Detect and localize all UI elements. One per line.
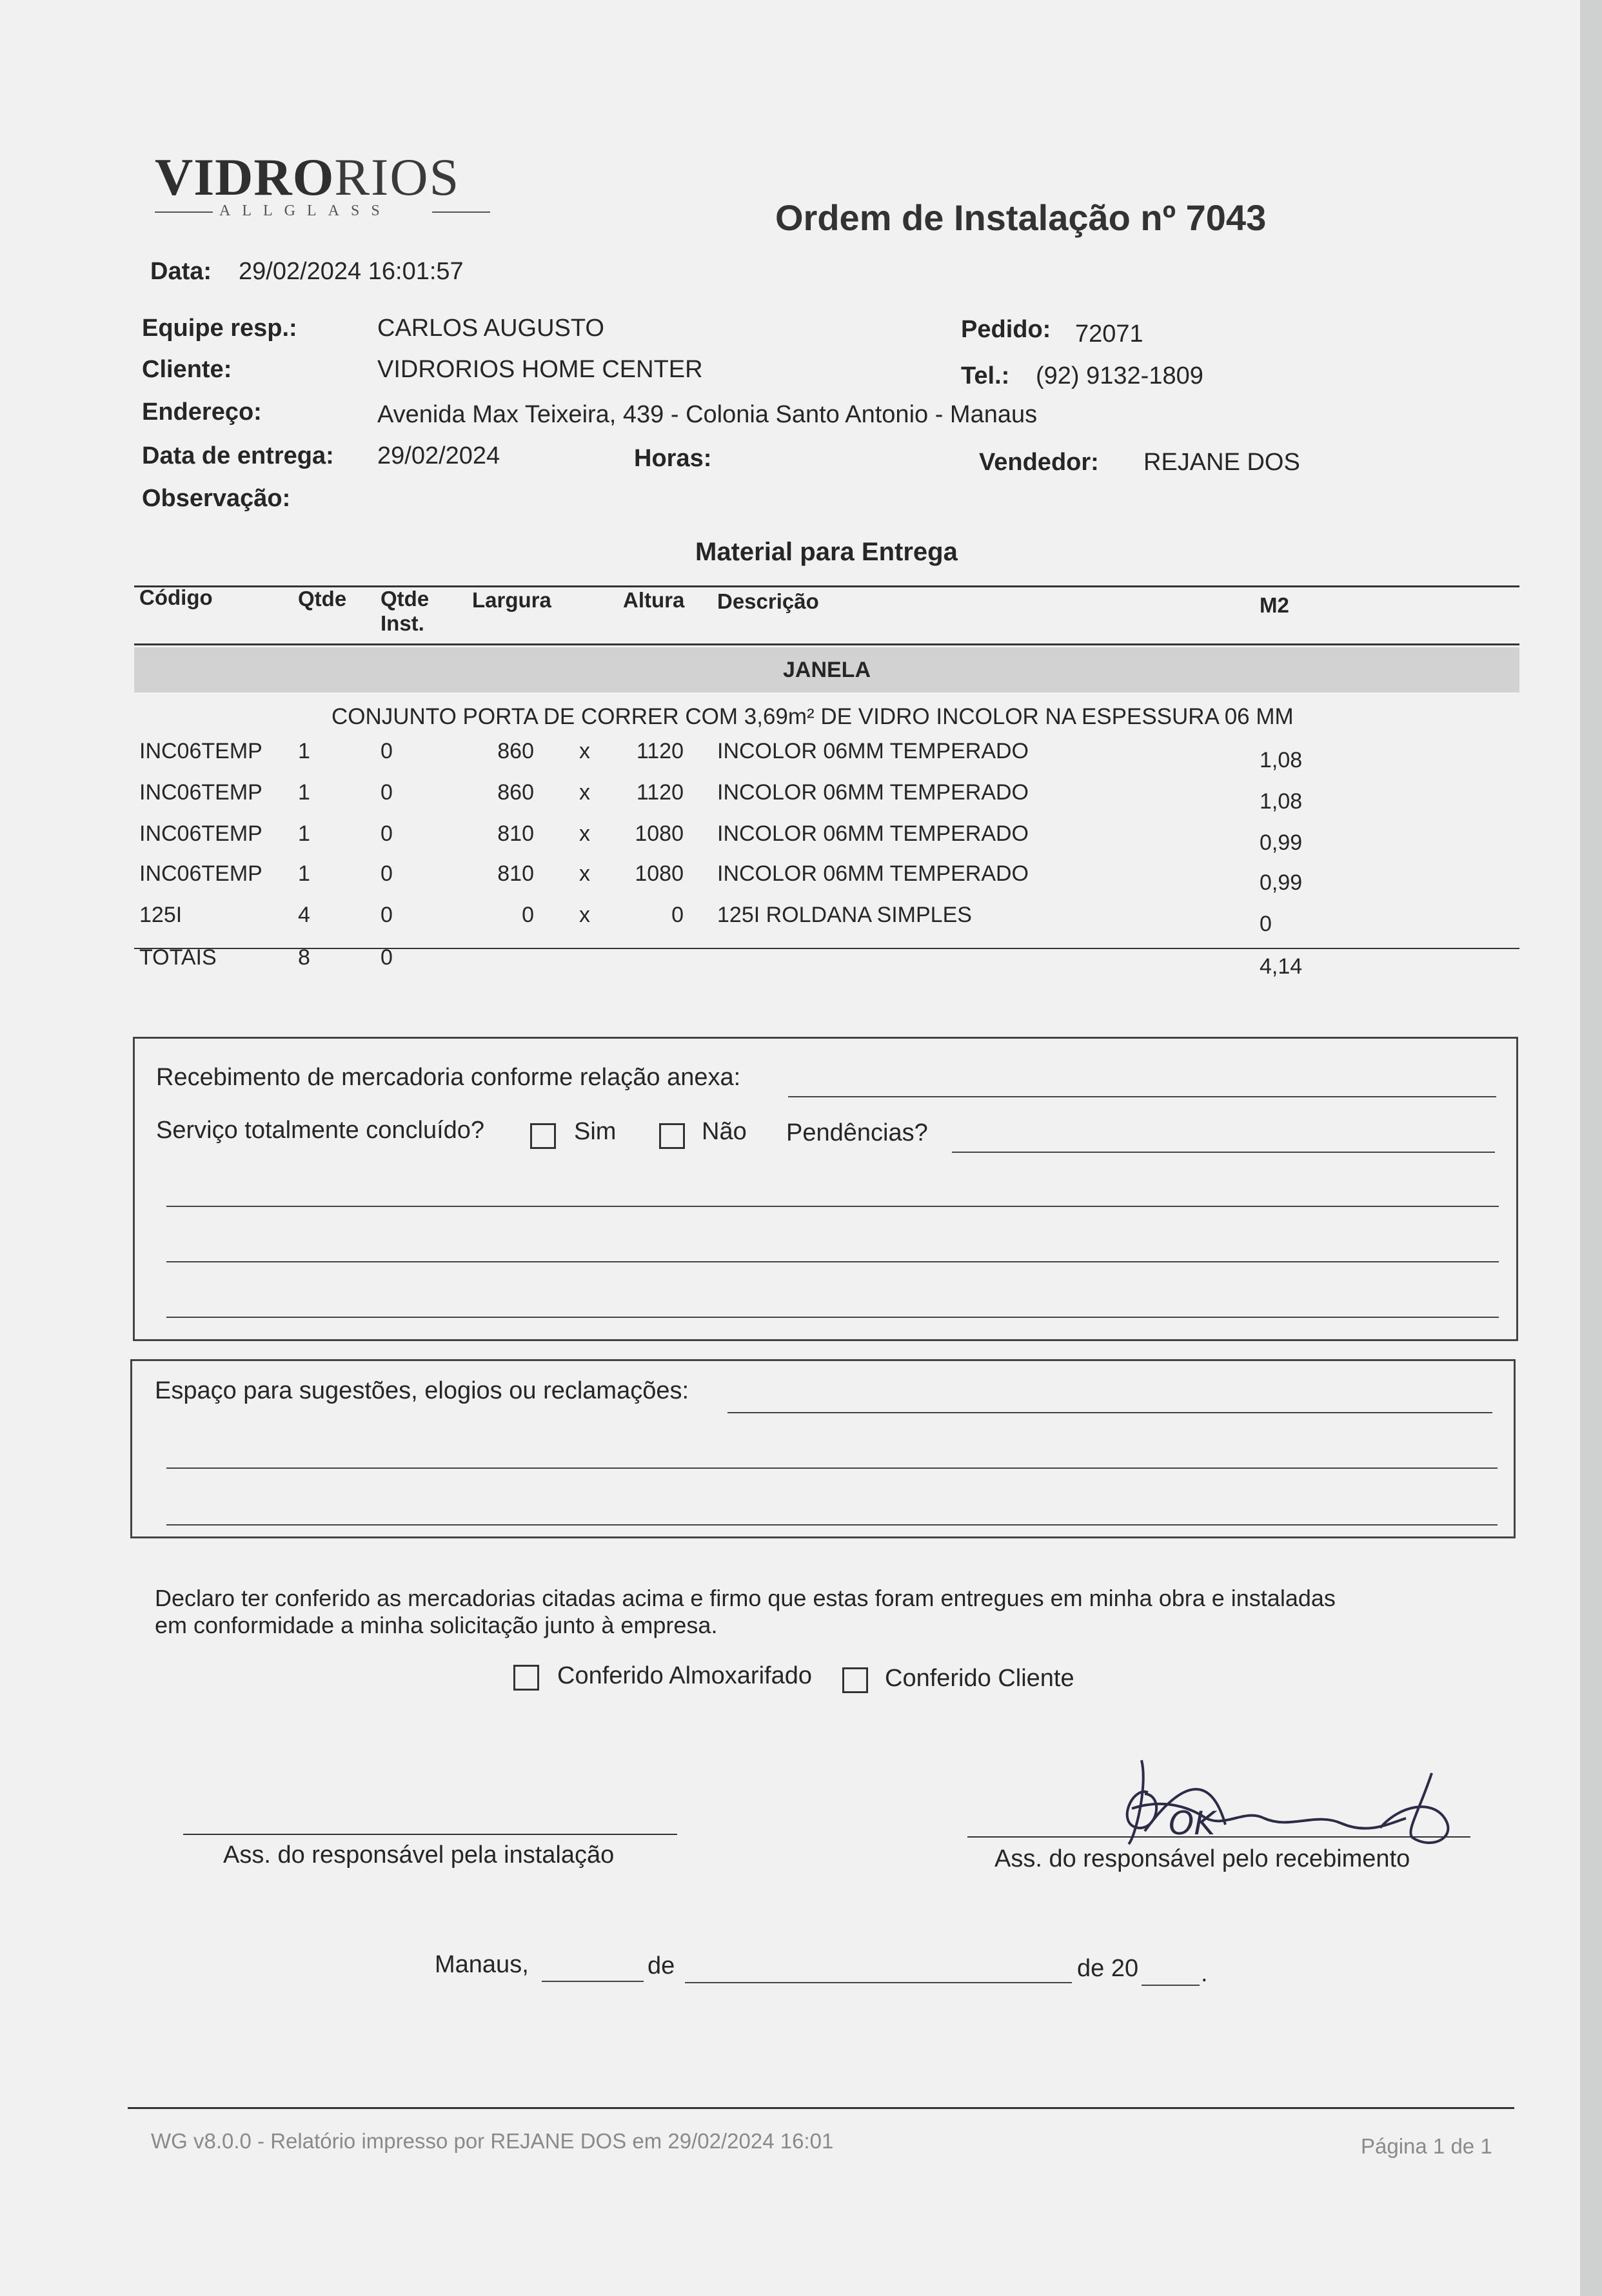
row-3-height: 1080 (635, 821, 684, 846)
hours-label: Horas: (634, 445, 712, 472)
notes-label: Observação: (142, 485, 291, 512)
handwritten-signature (1019, 1747, 1483, 1867)
row-4-qty: 1 (298, 861, 310, 886)
date-value: 29/02/2024 16:01:57 (239, 258, 464, 285)
row-4-x: x (579, 861, 590, 886)
row-5-m2: 0 (1260, 912, 1272, 936)
team-label: Equipe resp.: (142, 315, 297, 342)
row-2-code: INC06TEMP (139, 780, 262, 805)
col-description: Descrição (717, 589, 819, 613)
receipt-line-1 (166, 1206, 1499, 1207)
row-4-code: INC06TEMP (139, 861, 262, 886)
group-band (134, 647, 1519, 692)
signature-handwritten-text: OK (1169, 1805, 1216, 1842)
col-inst-line1: Qtde (381, 587, 430, 611)
row-4-width: 810 (497, 861, 534, 886)
row-3-desc: INCOLOR 06MM TEMPERADO (717, 821, 1029, 846)
row-3-qty: 1 (298, 821, 310, 846)
group-title: JANELA (782, 658, 871, 682)
client-label: Cliente: (142, 356, 232, 383)
row-2-width: 860 (497, 780, 534, 805)
order-number: 72071 (1075, 320, 1143, 348)
row-4-inst: 0 (381, 861, 393, 886)
row-5-code: 125I (139, 903, 183, 927)
seller-value: REJANE DOS (1143, 449, 1300, 476)
signature-graphic (1019, 1747, 1483, 1863)
row-2-desc: INCOLOR 06MM TEMPERADO (717, 780, 1029, 805)
receipt-received-label: Recebimento de mercadoria conforme relação anexa: (156, 1064, 741, 1091)
installer-signature-line (183, 1834, 677, 1835)
row-1-width: 860 (497, 739, 534, 763)
client-check-label: Conferido Cliente (885, 1665, 1074, 1692)
row-3-x: x (579, 821, 590, 846)
place-month-line (685, 1982, 1072, 1983)
row-1-qty: 1 (298, 739, 310, 763)
row-5-desc: 125I ROLDANA SIMPLES (717, 903, 972, 927)
row-2-qty: 1 (298, 780, 310, 805)
row-3-width: 810 (497, 821, 534, 846)
row-5-width: 0 (522, 903, 534, 927)
row-3-inst: 0 (381, 821, 393, 846)
row-4-height: 1080 (635, 861, 684, 886)
row-4-m2: 0,99 (1260, 870, 1303, 895)
yes-label: Sim (574, 1118, 617, 1145)
col-inst-line2: Inst. (381, 611, 424, 635)
logo-sub-text: ALLGLASS (219, 202, 391, 219)
declaration-line-1: Declaro ter conferido as mercadorias citadas acima e firmo que estas foram entregues em minha obra e instaladas (155, 1585, 1336, 1611)
client-check-checkbox[interactable] (842, 1667, 868, 1693)
order-label: Pedido: (961, 316, 1051, 343)
footer-printed-by: WG v8.0.0 - Relatório impresso por REJANE DOS em 29/02/2024 16:01 (151, 2129, 834, 2153)
receipt-line-2 (166, 1261, 1499, 1262)
row-3-code: INC06TEMP (139, 821, 262, 846)
footer-rule (128, 2107, 1514, 2109)
received-line (788, 1096, 1496, 1097)
totals-m2: 4,14 (1260, 954, 1303, 979)
pending-label: Pendências? (786, 1119, 928, 1146)
order-title: Ordem de Instalação nº 7043 (775, 197, 1267, 238)
feedback-line-2 (166, 1467, 1498, 1469)
col-inst (381, 587, 429, 636)
material-title: Material para Entrega (695, 538, 958, 566)
place-de-2: de 20 (1077, 1955, 1139, 1982)
place-city: Manaus, (435, 1951, 529, 1978)
warehouse-check-label: Conferido Almoxarifado (557, 1662, 812, 1689)
row-1-height: 1120 (636, 739, 684, 763)
feedback-line-1 (727, 1412, 1492, 1413)
row-5-x: x (579, 903, 590, 927)
col-height: Altura (623, 588, 685, 612)
phone-label: Tel.: (961, 362, 1010, 389)
place-period: . (1201, 1960, 1208, 1987)
address-label: Endereço: (142, 398, 262, 426)
address-value: Avenida Max Teixeira, 439 - Colonia Santo Antonio - Manaus (377, 401, 1038, 428)
col-qty: Qtde (298, 587, 347, 611)
delivery-value: 29/02/2024 (377, 442, 500, 469)
row-1-desc: INCOLOR 06MM TEMPERADO (717, 739, 1029, 763)
no-label: Não (702, 1118, 747, 1145)
feedback-label: Espaço para sugestões, elogios ou reclamações: (155, 1377, 689, 1404)
row-2-x: x (579, 780, 590, 805)
no-checkbox[interactable] (659, 1123, 685, 1149)
place-de-1: de (648, 1952, 675, 1979)
col-m2: M2 (1260, 593, 1289, 617)
col-width: Largura (472, 588, 551, 612)
row-5-qty: 4 (298, 903, 310, 927)
place-year-line (1142, 1985, 1200, 1986)
seller-label: Vendedor: (979, 449, 1099, 476)
totals-inst: 0 (381, 945, 393, 970)
row-2-height: 1120 (636, 780, 684, 805)
row-1-inst: 0 (381, 739, 393, 763)
row-1-code: INC06TEMP (139, 739, 262, 763)
row-3-m2: 0,99 (1260, 830, 1303, 855)
totals-label: TOTAIS (139, 945, 217, 970)
declaration-line-2: em conformidade a minha solicitação junto à empresa. (155, 1612, 718, 1638)
row-5-height: 0 (671, 903, 684, 927)
warehouse-check-checkbox[interactable] (513, 1665, 539, 1691)
place-day-line (542, 1981, 644, 1982)
group-description: CONJUNTO PORTA DE CORRER COM 3,69m² DE VIDRO INCOLOR NA ESPESSURA 06 MM (331, 704, 1294, 729)
table-header-rule (134, 643, 1519, 645)
logo-sub (155, 202, 460, 222)
logo-name-light: RIOS (334, 148, 460, 206)
client-value: VIDRORIOS HOME CENTER (377, 356, 703, 383)
row-2-m2: 1,08 (1260, 789, 1303, 814)
pending-line (952, 1152, 1495, 1153)
phone-value: (92) 9132-1809 (1036, 362, 1203, 389)
team-value: CARLOS AUGUSTO (377, 315, 604, 342)
row-1-x: x (579, 739, 590, 763)
row-4-desc: INCOLOR 06MM TEMPERADO (717, 861, 1029, 886)
row-1-m2: 1,08 (1260, 748, 1303, 772)
col-code: Código (139, 585, 213, 609)
company-logo (155, 147, 460, 222)
yes-checkbox[interactable] (530, 1123, 556, 1149)
row-2-inst: 0 (381, 780, 393, 805)
installer-signature-label: Ass. do responsável pela instalação (223, 1841, 615, 1869)
row-5-inst: 0 (381, 903, 393, 927)
totals-rule (134, 948, 1519, 949)
logo-name-bold: VIDRO (155, 148, 335, 206)
footer-page: Página 1 de 1 (1361, 2134, 1492, 2158)
receiver-signature-label: Ass. do responsável pelo recebimento (994, 1845, 1410, 1872)
feedback-line-3 (166, 1524, 1498, 1526)
delivery-label: Data de entrega: (142, 442, 334, 469)
totals-qty: 8 (298, 945, 310, 970)
service-done-label: Serviço totalmente concluído? (156, 1117, 485, 1144)
receipt-line-3 (166, 1317, 1499, 1318)
date-label: Data: (150, 258, 212, 285)
